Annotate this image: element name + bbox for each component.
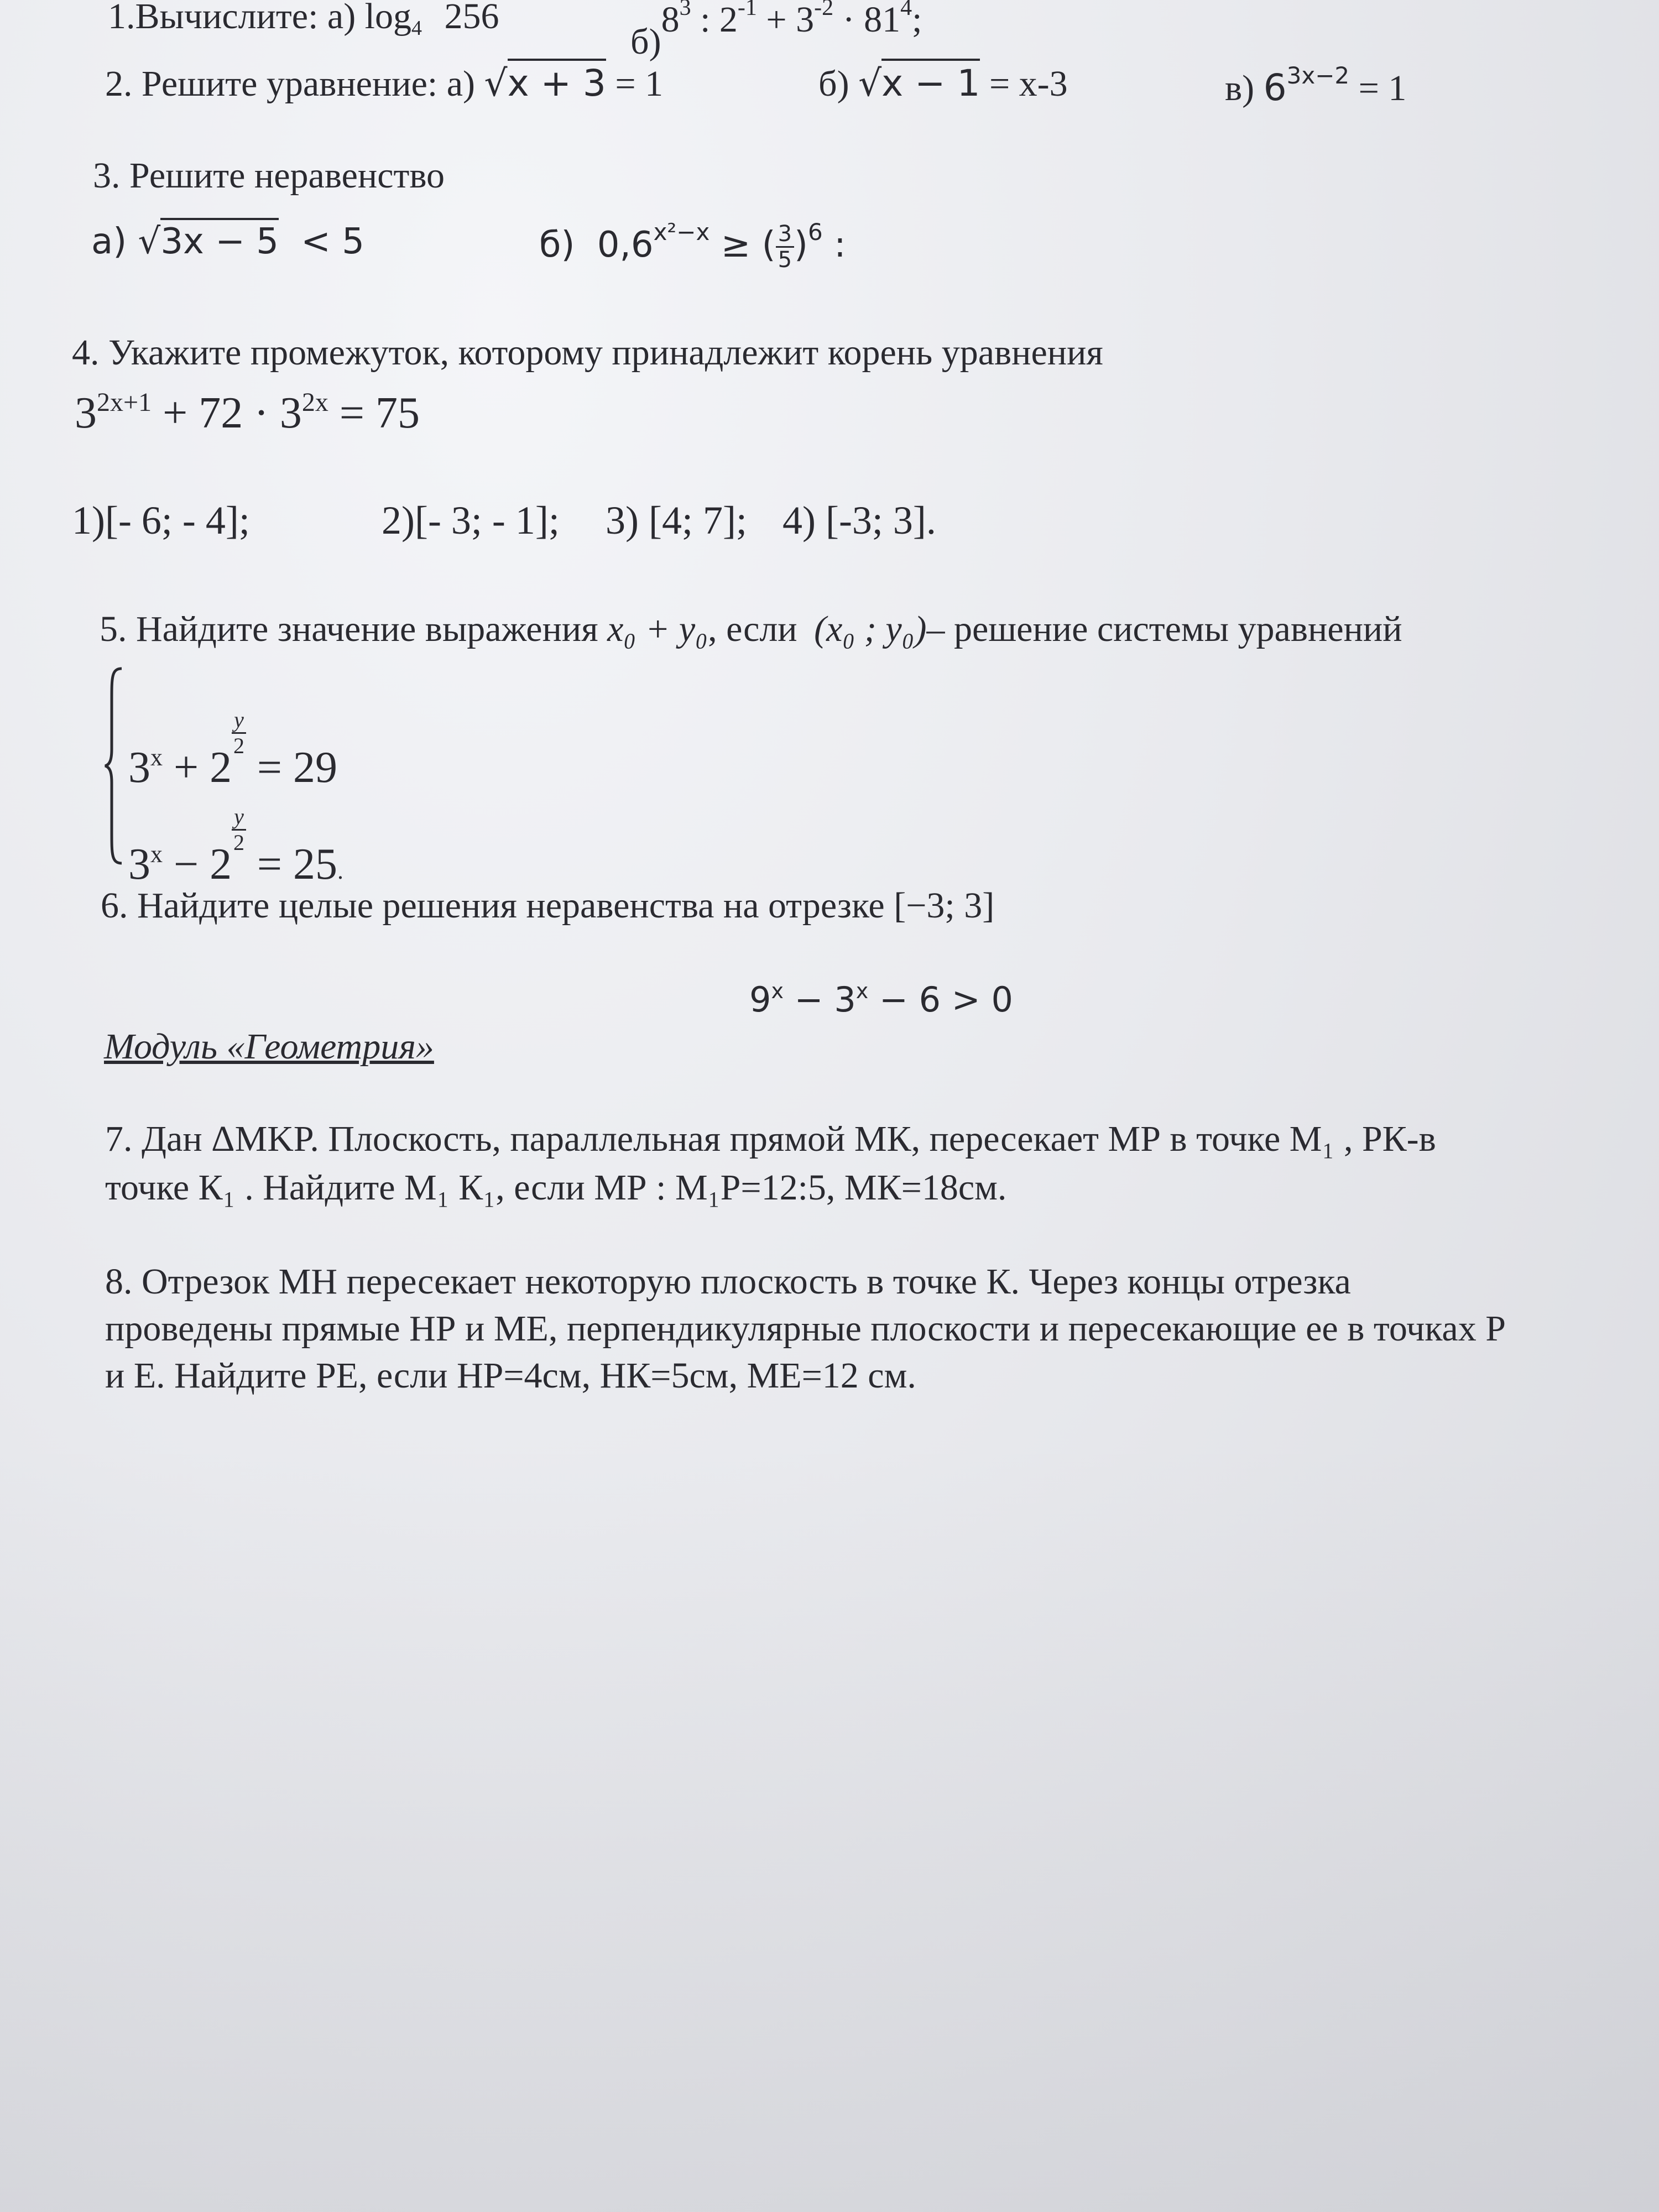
problem-8-line-3: и Е. Найдите РЕ, если НР=4см, НК=5см, МЕ=12 см.	[105, 1355, 916, 1396]
eq2-left: 3	[128, 840, 150, 889]
eq1-frac-exp	[232, 708, 246, 758]
eq2-op: − 2	[174, 840, 232, 889]
p3b-pow: 6	[808, 218, 823, 246]
p3b-exp: x²−x	[653, 218, 710, 246]
problem-6-inequality	[749, 979, 1013, 1020]
p1b-colon: :	[700, 0, 711, 40]
problem-3b: б) $0,6^{x^2-x}$ ≥ ( $\frac{3}{5})^6$ :	[539, 218, 846, 273]
p6-b-exp: x	[855, 979, 869, 1003]
p3b-den: 5	[778, 247, 792, 273]
p1b-end: ;	[912, 0, 922, 40]
log-arg: 256	[444, 0, 499, 36]
p3a-radicand: 3x − 5	[160, 218, 279, 262]
p4-eq-a: 3	[75, 389, 97, 437]
eq2-right: = 25	[257, 840, 338, 889]
option-3: 3) [4; 7];	[606, 498, 747, 542]
problem-5-title	[100, 608, 1402, 650]
problem-1	[108, 0, 499, 40]
problem-7-line-2: точке К₁ . Найдите М₁ К₁, если МР : М₁Р=12:5, МК=18см.	[105, 1167, 1007, 1208]
problem-6-title: 6. Найдите целые решения неравенства на отрезке [−3; 3]	[101, 885, 995, 926]
problem-2: 2. Решите уравнение: а) √x + 3 = 1	[105, 62, 663, 105]
problem-7-line-1: 7. Дан ΔMKP. Плоскость, параллельная прямой МК, пересекает МР в точке М₁ , РК-в	[105, 1119, 1436, 1159]
fraction	[776, 222, 794, 272]
module-heading: Модуль «Геометрия»	[104, 1026, 434, 1067]
eq1-x-exp: x	[150, 744, 163, 771]
p3b-base: 0,6	[597, 225, 654, 265]
problem-8-line-2: проведены прямые НР и МЕ, перпендикулярные плоскости и пересекающие ее в точках Р	[105, 1308, 1506, 1349]
p1b-c-exp: -2	[814, 0, 834, 20]
problem-2b: б) √x − 1 = x-3	[818, 62, 1068, 105]
option-1: 1)[- 6; - 4];	[72, 498, 250, 542]
p3a-rhs: < 5	[301, 221, 364, 262]
system-end: .	[337, 857, 344, 884]
problem-4-title: 4. Укажите промежуток, которому принадлежит корень уравнения	[72, 332, 1103, 373]
system-eq-2	[128, 805, 343, 890]
p4-eq-a-exp: 2x+1	[97, 388, 152, 417]
p1b-dot: ·	[842, 0, 855, 40]
p2a-rhs: = 1	[615, 64, 664, 104]
p1b-d: 81	[864, 0, 901, 40]
p1b-b: 2	[719, 0, 738, 40]
p1b-label: б)	[630, 22, 661, 62]
p5-title-b: , если	[708, 609, 797, 649]
p5-title-a: 5. Найдите значение выражения	[100, 609, 598, 649]
problem-3-title: 3. Решите неравенство	[93, 155, 445, 196]
p3b-ge: ≥	[721, 225, 751, 265]
problem-8-line-1: 8. Отрезок МН пересекает некоторую плоскость в точке К. Через концы отрезка	[105, 1261, 1351, 1302]
p5-title-c: – решение системы уравнений	[926, 609, 1402, 649]
p3b-label: б)	[539, 225, 575, 265]
p4-eq-rhs: = 75	[339, 389, 420, 437]
paper-shadow	[0, 1438, 1659, 2212]
eq1-y-num: y	[232, 708, 246, 734]
p5-expr: x₀ + y₀	[607, 609, 708, 649]
p2c-rhs: = 1	[1358, 68, 1407, 108]
p3a-label: а)	[91, 221, 127, 262]
p5-pair: (x₀ ; y₀)	[814, 609, 927, 649]
eq2-x-exp: x	[150, 841, 163, 868]
p1b-a: 8	[661, 0, 680, 40]
problem-3a: а) √3x − 5 < 5	[91, 221, 364, 262]
problem-4-equation	[75, 387, 420, 439]
p1b-plus: +	[766, 0, 787, 40]
p2c-exp: 3x−2	[1286, 62, 1350, 89]
eq2-y-den: 2	[233, 830, 244, 855]
option-4: 4) [-3; 3].	[782, 498, 936, 542]
p2a-radicand: x + 3	[508, 59, 606, 105]
problem-1b	[630, 0, 922, 62]
p6-a: 9	[749, 979, 771, 1020]
p2b-rhs: = x-3	[989, 64, 1068, 104]
problem-2c	[1225, 62, 1406, 109]
p6-a-exp: x	[771, 979, 784, 1003]
p2b-radicand: x − 1	[881, 59, 980, 105]
p2c-label: в)	[1225, 68, 1255, 108]
p2b-label: б)	[818, 64, 849, 104]
p1b-d-exp: 4	[900, 0, 912, 20]
log-base: 4	[411, 17, 422, 40]
p1b-a-exp: 3	[679, 0, 691, 20]
system-eq-1	[128, 708, 337, 793]
p3b-num: 3	[776, 222, 794, 248]
p1-label: 1.Вычислите: а) log	[108, 0, 412, 36]
p3b-end: :	[834, 225, 846, 265]
p2c-base: 6	[1263, 66, 1287, 109]
eq1-op: + 2	[174, 743, 232, 792]
eq2-y-num: y	[232, 805, 246, 831]
p6-c: − 6 > 0	[879, 979, 1013, 1020]
p6-b: − 3	[794, 979, 856, 1020]
p4-eq-b-exp: 2x	[301, 388, 328, 417]
p2-label: 2. Решите уравнение: а)	[105, 64, 476, 104]
option-2: 2)[- 3; - 1];	[382, 498, 560, 542]
p1b-c: 3	[796, 0, 815, 40]
eq1-left: 3	[128, 743, 150, 792]
eq2-frac-exp	[232, 805, 246, 855]
eq1-y-den: 2	[233, 733, 244, 758]
system-brace	[104, 666, 124, 865]
p1b-b-exp: -1	[737, 0, 757, 20]
p4-eq-mid: + 72 · 3	[163, 389, 302, 437]
eq1-right: = 29	[257, 743, 338, 792]
